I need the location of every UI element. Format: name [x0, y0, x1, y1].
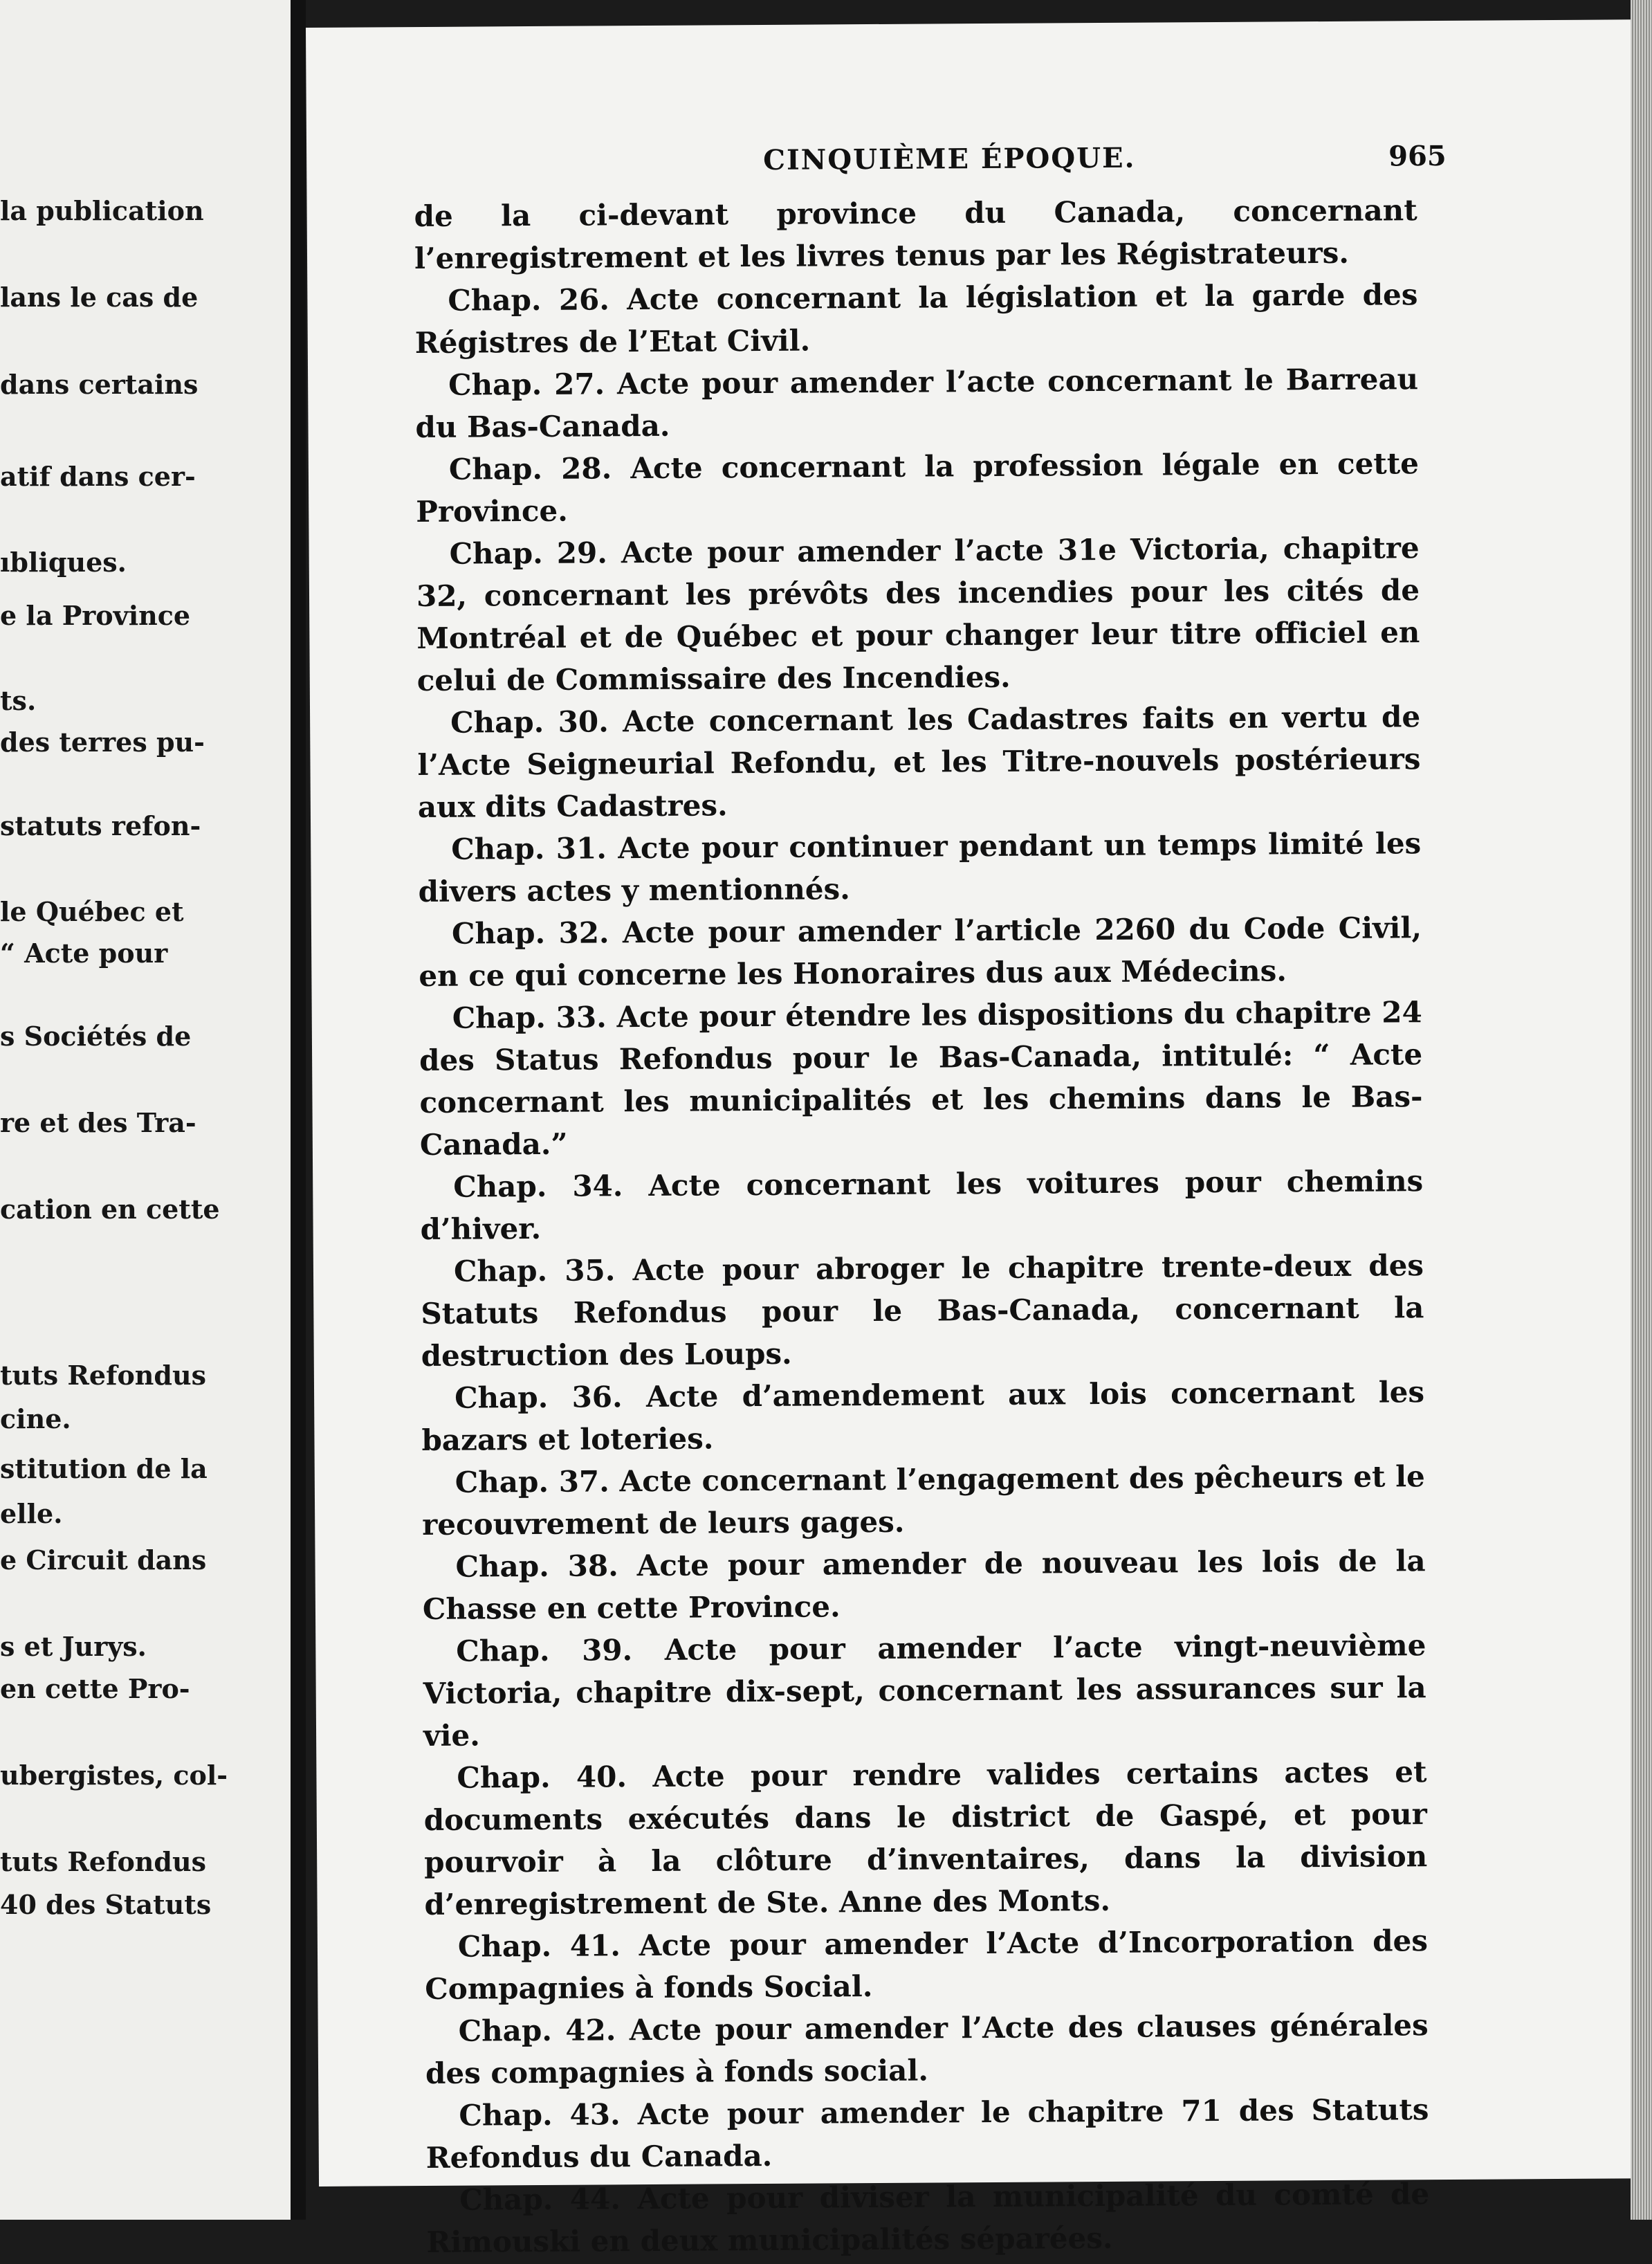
- left-page-line: re et des Tra-: [0, 1107, 196, 1138]
- chapter-entry: [415, 358, 1419, 448]
- page-edges: [1631, 0, 1652, 2220]
- continuation-paragraph: de la ci-devant province du Canada, concernant l’enregistrement et les livres tenus par les Régistrateurs.: [414, 193, 1417, 276]
- right-page: [306, 19, 1644, 2259]
- chapter-text: Acte pour amender l’acte concernant le Barreau du Bas-Canada.: [415, 362, 1419, 445]
- left-page-line: cation en cette: [0, 1194, 220, 1225]
- chapter-text: Acte pour diviser la municipalité du comté de Rimouski en deux municipalités séparées.: [426, 2177, 1430, 2259]
- left-page-line: stitution de la: [0, 1453, 208, 1484]
- left-page-line: dans certains: [0, 369, 199, 400]
- chapter-entry: [421, 1371, 1425, 1461]
- chapter-label: Chap. 38.: [455, 1549, 618, 1584]
- chapter-text: Acte pour amender l’article 2260 du Code Civil, en ce qui concerne les Honoraires dus aux Médecins.: [419, 911, 1422, 994]
- chapter-entry: [425, 2088, 1429, 2179]
- chapter-text: Acte pour amender l’Acte d’Incorporation des Compagnies à fonds Social.: [425, 1924, 1429, 2006]
- chapter-entry: [421, 1244, 1424, 1377]
- chapter-label: Chap. 39.: [456, 1633, 633, 1668]
- left-page-line: elle.: [0, 1498, 63, 1529]
- chapter-label: Chap. 33.: [452, 1000, 607, 1035]
- chapter-entry: [426, 2173, 1430, 2263]
- left-page-line: “ Acte pour: [0, 938, 168, 969]
- left-page-line: cine.: [0, 1403, 71, 1434]
- chapter-text: Acte pour amender l’acte 31e Victoria, chapitre 32, concernant les prévôts des incendies pour les cités de Montréal et de Québec et pour changer leur titre officiel en celui de Commissaire des Incendies.: [416, 531, 1420, 698]
- chapter-label: Chap. 41.: [457, 1928, 621, 1964]
- text-block: [414, 189, 1429, 2263]
- chapter-entry: [423, 1751, 1427, 1926]
- left-page-line: lans le cas de: [0, 282, 199, 313]
- chapter-entry: [418, 822, 1422, 913]
- left-page-line: le Québec et: [0, 896, 184, 927]
- page-number: 965: [1388, 139, 1447, 173]
- book-gutter: [291, 0, 306, 2220]
- chapter-entry: [419, 906, 1422, 997]
- chapter-entry: [414, 273, 1418, 364]
- chapter-text: Acte pour rendre valides certains actes et documents exécutés dans le district de Gaspé, et pour pourvoir à la clôture d’inventaires, dans la division d’enregistrement de Ste. Anne des Monts.: [423, 1755, 1428, 1922]
- left-page-line: tuts Refondus: [0, 1360, 207, 1391]
- chapter-entry: [417, 695, 1421, 828]
- left-page-line: des terres pu-: [0, 727, 205, 758]
- left-page-line: ubergistes, col-: [0, 1760, 228, 1791]
- chapter-text: Acte concernant la profession légale en cette Province.: [416, 446, 1420, 529]
- left-page-line: ıbliques.: [0, 547, 127, 578]
- chapter-text: Acte pour étendre les dispositions du chapitre 24 des Status Refondus pour le Bas-Canada, intitulé: “ Acte concernant les municipalités et les chemins dans le Bas-Canada.”: [419, 995, 1423, 1162]
- chapter-text: Acte pour amender de nouveau les lois de la Chasse en cette Province.: [422, 1544, 1426, 1627]
- chapter-label: Chap. 32.: [451, 915, 609, 951]
- chapter-label: Chap. 40.: [457, 1760, 627, 1795]
- chapter-text: Acte pour amender l’Acte des clauses générales des compagnies à fonds social.: [425, 2008, 1429, 2090]
- chapter-entry: [425, 1919, 1429, 2010]
- chapter-text: Acte concernant les Cadastres faits en vertu de l’Acte Seigneurial Refondu, et les Titre-nouvels postérieurs aux dits Cadastres.: [417, 700, 1421, 825]
- chapter-label: Chap. 34.: [453, 1169, 623, 1204]
- chapter-label: Chap. 30.: [450, 704, 609, 740]
- chapter-entry: [423, 1624, 1426, 1757]
- chapter-label: Chap. 26.: [448, 282, 610, 318]
- chapter-text: Acte concernant la législation et la garde des Régistres de l’Etat Civil.: [414, 277, 1418, 360]
- left-page-line: atif dans cer-: [0, 461, 196, 492]
- left-page-fragment: [0, 0, 291, 2220]
- chapter-entry: [420, 1160, 1424, 1250]
- left-page-line: 40 des Statuts: [0, 1889, 212, 1920]
- left-page-line: s et Jurys.: [0, 1631, 147, 1662]
- chapter-text: Acte pour amender le chapitre 71 des Statuts Refondus du Canada.: [425, 2092, 1429, 2175]
- chapter-entry: [419, 991, 1423, 1166]
- chapter-label: Chap. 37.: [455, 1464, 609, 1499]
- chapter-text: Acte d’amendement aux lois concernant les bazars et loteries.: [421, 1375, 1425, 1458]
- chapter-entry: [422, 1455, 1426, 1546]
- chapter-label: Chap. 28.: [448, 451, 612, 486]
- running-head: [306, 138, 1631, 188]
- chapter-label: Chap. 35.: [453, 1253, 616, 1288]
- chapter-text: Acte pour continuer pendant un temps limité les divers actes y mentionnés.: [418, 826, 1422, 909]
- chapter-text: Acte concernant l’engagement des pêcheurs et le recouvrement de leurs gages.: [422, 1459, 1425, 1542]
- left-page-line: en cette Pro-: [0, 1673, 190, 1704]
- chapter-label: Chap. 42.: [458, 2013, 616, 2048]
- chapter-entry: [425, 2004, 1429, 2094]
- chapter-text: Acte concernant les voitures pour chemins d’hiver.: [420, 1164, 1424, 1247]
- chapter-label: Chap. 36.: [454, 1380, 623, 1415]
- chapter-entry: [422, 1540, 1426, 1630]
- chapter-label: Chap. 44.: [459, 2182, 621, 2217]
- chapter-label: Chap. 27.: [448, 367, 605, 402]
- chapter-entry: [416, 527, 1420, 702]
- left-page-line: s Sociétés de: [0, 1021, 192, 1052]
- left-page-line: ts.: [0, 685, 37, 716]
- left-page-line: statuts refon-: [0, 810, 201, 841]
- chapter-entry: [416, 442, 1420, 533]
- chapter-text: Acte pour amender l’acte vingt-neuvième Victoria, chapitre dix-sept, concernant les assurances sur la vie.: [423, 1628, 1426, 1753]
- left-page-line: tuts Refondus: [0, 1846, 207, 1877]
- chapter-label: Chap. 31.: [451, 831, 607, 866]
- running-title: CINQUIÈME ÉPOQUE.: [763, 141, 1136, 176]
- chapter-label: Chap. 29.: [449, 536, 608, 571]
- left-page-line: e Circuit dans: [0, 1544, 207, 1576]
- left-page-line: e la Province: [0, 600, 191, 631]
- left-page-line: la publication: [0, 195, 204, 226]
- chapter-text: Acte pour abroger le chapitre trente-deux des Statuts Refondus pour le Bas-Canada, concernant la destruction des Loups.: [421, 1248, 1424, 1373]
- chapter-label: Chap. 43.: [459, 2097, 621, 2133]
